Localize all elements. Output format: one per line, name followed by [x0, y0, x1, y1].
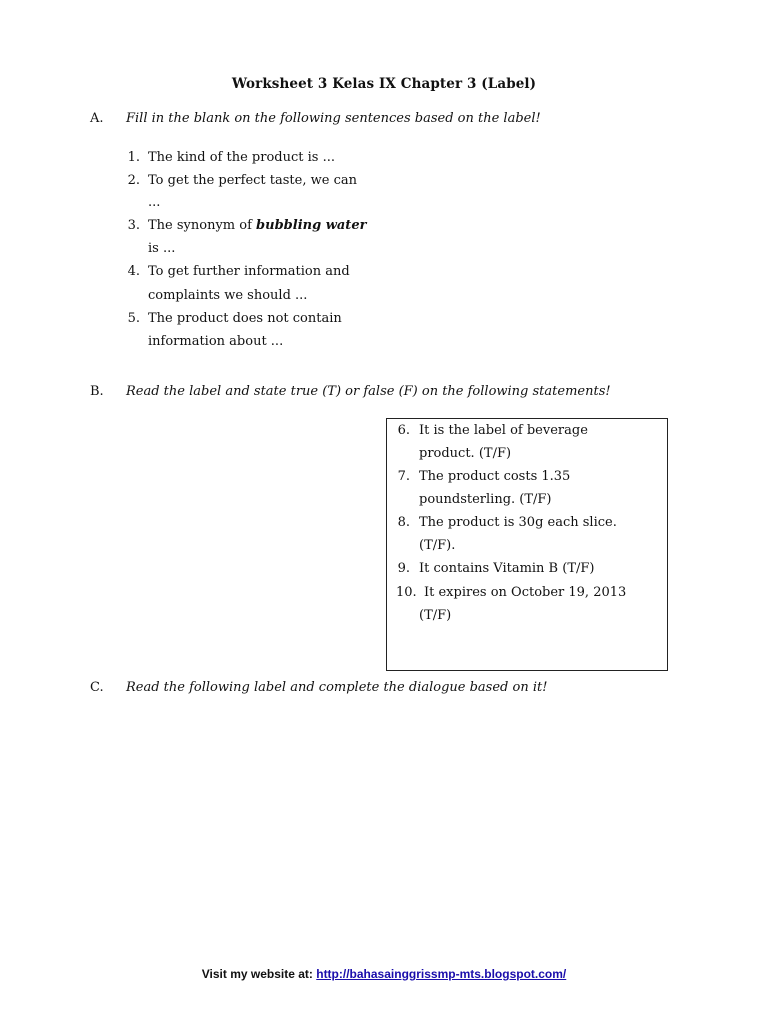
statement-7-text-line1: The product costs 1.35: [419, 469, 571, 484]
question-2-text-line1: To get the perfect taste, we can: [148, 173, 357, 188]
question-3-number: 3.: [127, 218, 140, 233]
question-1-number: 1.: [127, 150, 140, 165]
question-2-number: 2.: [127, 173, 140, 188]
statement-8-text-line2: (T/F).: [419, 538, 456, 553]
question-4-number: 4.: [127, 264, 140, 279]
question-5-text-line2: information about ...: [148, 334, 284, 349]
question-2-text-line2: ...: [148, 195, 161, 210]
section-b-instruction: Read the label and state true (T) or false (F) on the following statements!: [126, 384, 611, 399]
section-c-letter: C.: [90, 680, 104, 695]
statement-10-number: 10.: [396, 585, 417, 600]
statement-8-number: 8.: [397, 515, 410, 530]
footer-prefix: Visit my website at:: [201, 967, 317, 981]
worksheet-title: Worksheet 3 Kelas IX Chapter 3 (Label): [231, 76, 537, 92]
question-3-text-line2: is ...: [148, 241, 176, 256]
question-3-emphasis: bubbling water: [256, 218, 367, 233]
website-footer: [0, 967, 768, 981]
statement-7-number: 7.: [397, 469, 410, 484]
section-b-letter: B.: [90, 384, 104, 399]
website-link[interactable]: http://bahasainggrissmp-mts.blogspot.com/: [316, 967, 567, 981]
section-c-instruction: Read the following label and complete the dialogue based on it!: [126, 680, 548, 695]
statement-10-text-line1: It expires on October 19, 2013: [424, 585, 627, 600]
question-4-text-line1: To get further information and: [148, 264, 350, 279]
section-a-instruction: Fill in the blank on the following sentences based on the label!: [126, 111, 541, 126]
statement-8-text-line1: The product is 30g each slice.: [419, 515, 617, 530]
question-3-text-line1: [148, 218, 366, 233]
question-5-text-line1: The product does not contain: [148, 311, 342, 326]
statement-7-text-line2: poundsterling. (T/F): [419, 492, 552, 507]
statement-9-text: It contains Vitamin B (T/F): [419, 561, 595, 576]
statement-10-text-line2: (T/F): [419, 608, 452, 623]
statement-6-number: 6.: [397, 423, 410, 438]
question-1-text: The kind of the product is ...: [148, 150, 335, 165]
question-4-text-line2: complaints we should ...: [148, 288, 308, 303]
statement-6-text-line2: product. (T/F): [419, 446, 512, 461]
question-3-prefix: The synonym of: [148, 218, 257, 233]
statement-9-number: 9.: [397, 561, 410, 576]
statement-6-text-line1: It is the label of beverage: [419, 423, 588, 438]
section-a-letter: A.: [90, 111, 104, 126]
question-5-number: 5.: [127, 311, 140, 326]
